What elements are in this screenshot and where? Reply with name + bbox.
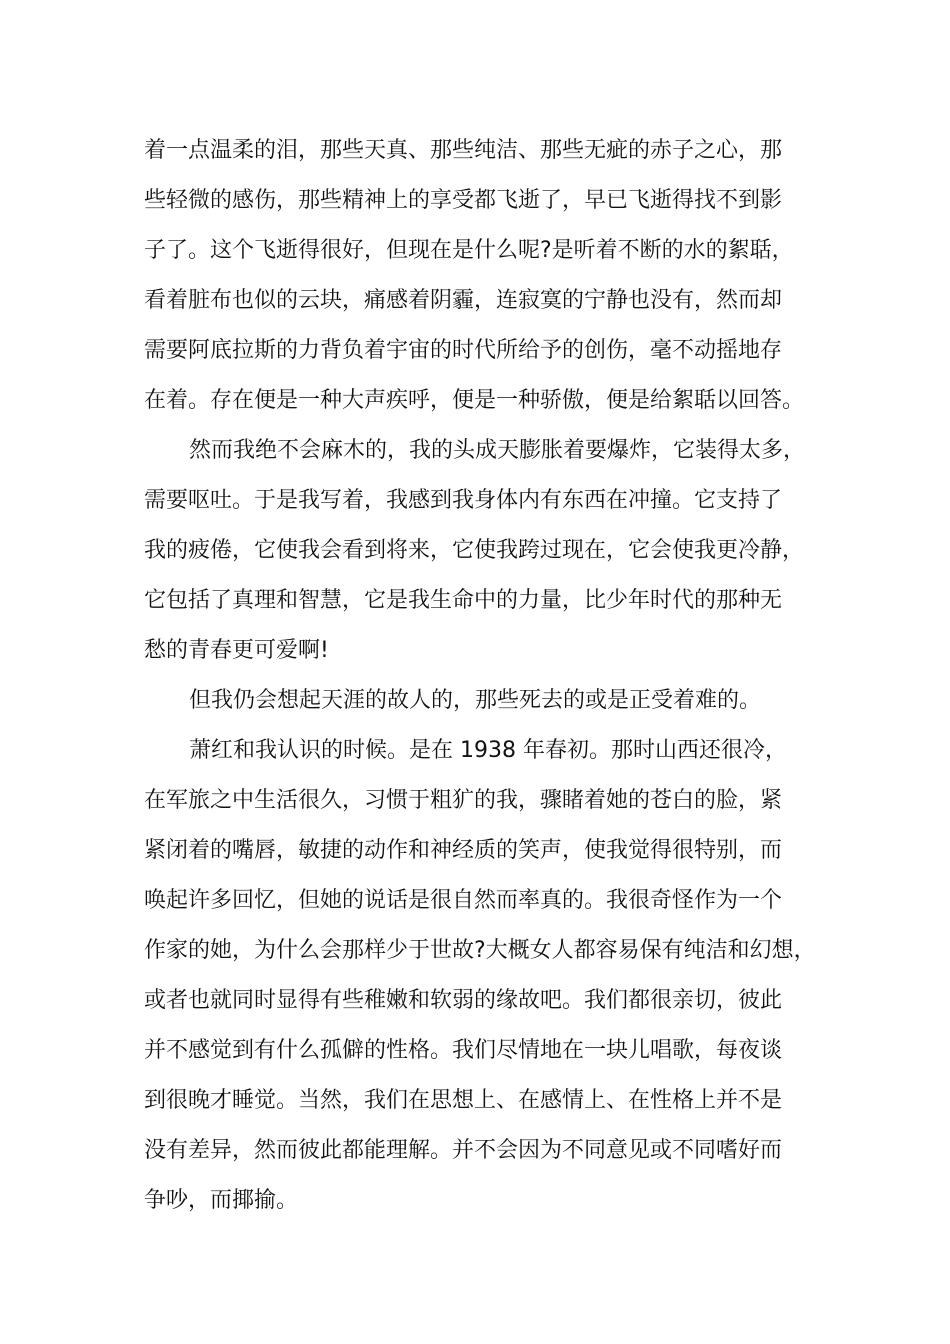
paragraph-1 [144, 126, 834, 426]
text-line: 着一点温柔的泪，那些天真、那些纯洁、那些无疵的赤子之心，那 [144, 138, 783, 163]
text-line: 我的疲倦，它使我会看到将来，它使我跨过现在，它会使我更冷静， [144, 538, 805, 563]
text-line: 需要阿底拉斯的力背负着宇宙的时代所给予的创伤，毫不动摇地存 [144, 338, 783, 363]
text-line: 在军旅之中生活很久，习惯于粗犷的我，骤睹着她的苍白的脸，紧 [144, 788, 783, 813]
text-line: 并不感觉到有什么孤僻的性格。我们尽情地在一块儿唱歌，每夜谈 [144, 1038, 783, 1063]
text-line: 子了。这个飞逝得很好，但现在是什么呢?是听着不断的水的絮聒， [144, 238, 794, 263]
text-line-first: 但我仍会想起天涯的故人的，那些死去的或是正受着难的。 [189, 688, 762, 713]
text-line: 它包括了真理和智慧，它是我生命中的力量，比少年时代的那种无 [144, 588, 783, 613]
text-line: 需要呕吐。于是我写着，我感到我身体内有东西在冲撞。它支持了 [144, 488, 783, 513]
text-line: 没有差异，然而彼此都能理解。并不会因为不同意见或不同嗜好而 [144, 1138, 783, 1163]
text-line: 争吵，而揶揄。 [144, 1188, 299, 1213]
paragraph-3 [144, 676, 834, 726]
text-line-first: 然而我绝不会麻木的，我的头成天膨胀着要爆炸，它装得太多， [189, 438, 806, 463]
text-line: 在着。存在便是一种大声疾呼，便是一种骄傲，便是给絮聒以回答。 [144, 388, 805, 413]
text-line-first: 萧红和我认识的时候。是在 1938 年春初。那时山西还很冷， [189, 738, 787, 763]
document-body [144, 126, 834, 1226]
text-line: 愁的青春更可爱啊! [144, 638, 329, 663]
text-line: 或者也就同时显得有些稚嫩和软弱的缘故吧。我们都很亲切，彼此 [144, 988, 783, 1013]
text-line: 到很晚才睡觉。当然，我们在思想上、在感情上、在性格上并不是 [144, 1088, 783, 1113]
text-line: 作家的她，为什么会那样少于世故?大概女人都容易保有纯洁和幻想， [144, 938, 816, 963]
text-line: 看着脏布也似的云块，痛感着阴霾，连寂寞的宁静也没有，然而却 [144, 288, 783, 313]
text-line: 些轻微的感伤，那些精神上的享受都飞逝了，早已飞逝得找不到影 [144, 188, 783, 213]
text-line: 紧闭着的嘴唇，敏捷的动作和神经质的笑声，使我觉得很特别，而 [144, 838, 783, 863]
paragraph-2 [144, 426, 834, 676]
paragraph-4 [144, 726, 834, 1226]
text-line: 唤起许多回忆，但她的说话是很自然而率真的。我很奇怪作为一个 [144, 888, 783, 913]
